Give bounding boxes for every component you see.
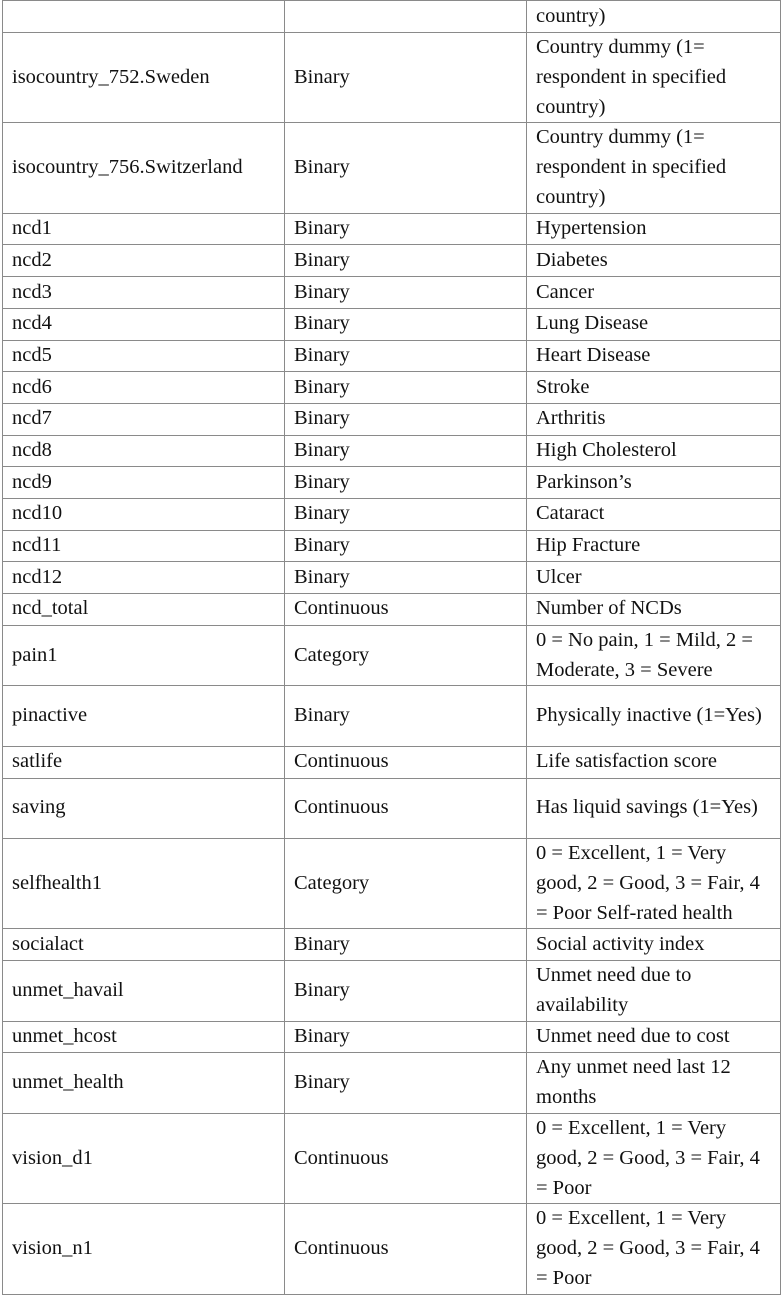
variable-description-cell: Physically inactive (1=Yes) — [527, 686, 781, 747]
variable-description-cell: 0 = No pain, 1 = Mild, 2 = Moderate, 3 = Severe — [527, 625, 781, 686]
variable-name-cell: satlife — [3, 746, 285, 778]
variable-description-cell: Country dummy (1= respondent in specified country) — [527, 33, 781, 123]
variable-description-cell: Any unmet need last 12 months — [527, 1053, 781, 1114]
variable-description-cell: 0 = Excellent, 1 = Very good, 2 = Good, 3 = Fair, 4 = Poor Self-rated health — [527, 839, 781, 929]
variable-name-cell: ncd_total — [3, 594, 285, 626]
variable-type-cell: Binary — [285, 562, 527, 594]
table-row — [3, 778, 781, 839]
variable-name-cell: selfhealth1 — [3, 839, 285, 929]
variable-description-cell: Arthritis — [527, 403, 781, 435]
variable-table — [2, 0, 781, 1295]
variable-type-cell: Binary — [285, 1021, 527, 1053]
variable-type-cell: Binary — [285, 245, 527, 277]
variable-type-cell: Binary — [285, 1053, 527, 1114]
variable-description-cell: Lung Disease — [527, 308, 781, 340]
variable-type-cell: Binary — [285, 340, 527, 372]
table-row — [3, 594, 781, 626]
variable-type-cell: Binary — [285, 686, 527, 747]
variable-name-cell: ncd2 — [3, 245, 285, 277]
variable-type-cell: Binary — [285, 372, 527, 404]
variable-type-cell: Binary — [285, 530, 527, 562]
variable-type-cell: Binary — [285, 961, 527, 1022]
variable-name-cell: unmet_health — [3, 1053, 285, 1114]
variable-name-cell: pinactive — [3, 686, 285, 747]
table-row — [3, 33, 781, 123]
variable-name-cell: ncd10 — [3, 498, 285, 530]
variable-description-cell: Cancer — [527, 277, 781, 309]
variable-type-cell: Binary — [285, 277, 527, 309]
table-row — [3, 403, 781, 435]
variable-type-cell: Continuous — [285, 594, 527, 626]
variable-type-cell: Binary — [285, 467, 527, 499]
table-row — [3, 929, 781, 961]
variable-description-cell: Unmet need due to availability — [527, 961, 781, 1022]
table-row — [3, 1204, 781, 1294]
variable-description-cell: Ulcer — [527, 562, 781, 594]
table-row — [3, 467, 781, 499]
variable-description-cell: Hypertension — [527, 213, 781, 245]
table-row — [3, 340, 781, 372]
variable-name-cell: ncd12 — [3, 562, 285, 594]
table-row — [3, 245, 781, 277]
table-row — [3, 498, 781, 530]
variable-type-cell: Binary — [285, 33, 527, 123]
variable-name-cell: ncd6 — [3, 372, 285, 404]
variable-name-cell: isocountry_756.Switzerland — [3, 123, 285, 213]
variable-description-cell: Has liquid savings (1=Yes) — [527, 778, 781, 839]
table-row — [3, 308, 781, 340]
variable-name-cell: ncd5 — [3, 340, 285, 372]
table-row — [3, 277, 781, 309]
variable-type-cell: Continuous — [285, 1113, 527, 1203]
variable-type-cell: Category — [285, 839, 527, 929]
table-row — [3, 839, 781, 929]
variable-type-cell: Binary — [285, 929, 527, 961]
variable-description-cell: High Cholesterol — [527, 435, 781, 467]
variable-name-cell: ncd1 — [3, 213, 285, 245]
variable-name-cell: isocountry_752.Sweden — [3, 33, 285, 123]
table-row — [3, 1, 781, 33]
variable-type-cell — [285, 1, 527, 33]
table-row — [3, 213, 781, 245]
table-row — [3, 625, 781, 686]
variable-name-cell: ncd8 — [3, 435, 285, 467]
table-row — [3, 1021, 781, 1053]
table-row — [3, 961, 781, 1022]
table-row — [3, 372, 781, 404]
variable-type-cell: Binary — [285, 403, 527, 435]
variable-description-cell: Stroke — [527, 372, 781, 404]
variable-name-cell — [3, 1, 285, 33]
variable-description-cell: Number of NCDs — [527, 594, 781, 626]
table-row — [3, 123, 781, 213]
variable-description-cell: Diabetes — [527, 245, 781, 277]
table-row — [3, 746, 781, 778]
variable-name-cell: pain1 — [3, 625, 285, 686]
variable-description-cell: Hip Fracture — [527, 530, 781, 562]
variable-description-cell: Cataract — [527, 498, 781, 530]
variable-type-cell: Continuous — [285, 778, 527, 839]
table-row — [3, 686, 781, 747]
variable-name-cell: ncd4 — [3, 308, 285, 340]
variable-name-cell: vision_n1 — [3, 1204, 285, 1294]
variable-description-cell: Life satisfaction score — [527, 746, 781, 778]
variable-type-cell: Continuous — [285, 746, 527, 778]
variable-description-cell: 0 = Excellent, 1 = Very good, 2 = Good, 3 = Fair, 4 = Poor — [527, 1113, 781, 1203]
variable-type-cell: Continuous — [285, 1204, 527, 1294]
table-row — [3, 562, 781, 594]
variable-description-cell: Parkinson’s — [527, 467, 781, 499]
table-row — [3, 435, 781, 467]
variable-name-cell: socialact — [3, 929, 285, 961]
variable-name-cell: ncd3 — [3, 277, 285, 309]
variable-name-cell: unmet_havail — [3, 961, 285, 1022]
variable-name-cell: ncd11 — [3, 530, 285, 562]
variable-description-cell: 0 = Excellent, 1 = Very good, 2 = Good, 3 = Fair, 4 = Poor — [527, 1204, 781, 1294]
variable-description-cell: Heart Disease — [527, 340, 781, 372]
variable-type-cell: Category — [285, 625, 527, 686]
table-row — [3, 1053, 781, 1114]
variable-description-cell: Social activity index — [527, 929, 781, 961]
variable-description-cell: country) — [527, 1, 781, 33]
variable-type-cell: Binary — [285, 498, 527, 530]
variable-type-cell: Binary — [285, 213, 527, 245]
variable-name-cell: vision_d1 — [3, 1113, 285, 1203]
table-row — [3, 530, 781, 562]
variable-type-cell: Binary — [285, 308, 527, 340]
table-body — [3, 1, 781, 1295]
variable-name-cell: ncd7 — [3, 403, 285, 435]
variable-description-cell: Unmet need due to cost — [527, 1021, 781, 1053]
variable-type-cell: Binary — [285, 123, 527, 213]
variable-description-cell: Country dummy (1= respondent in specified country) — [527, 123, 781, 213]
table-row — [3, 1113, 781, 1203]
variable-type-cell: Binary — [285, 435, 527, 467]
variable-name-cell: ncd9 — [3, 467, 285, 499]
variable-name-cell: unmet_hcost — [3, 1021, 285, 1053]
variable-name-cell: saving — [3, 778, 285, 839]
